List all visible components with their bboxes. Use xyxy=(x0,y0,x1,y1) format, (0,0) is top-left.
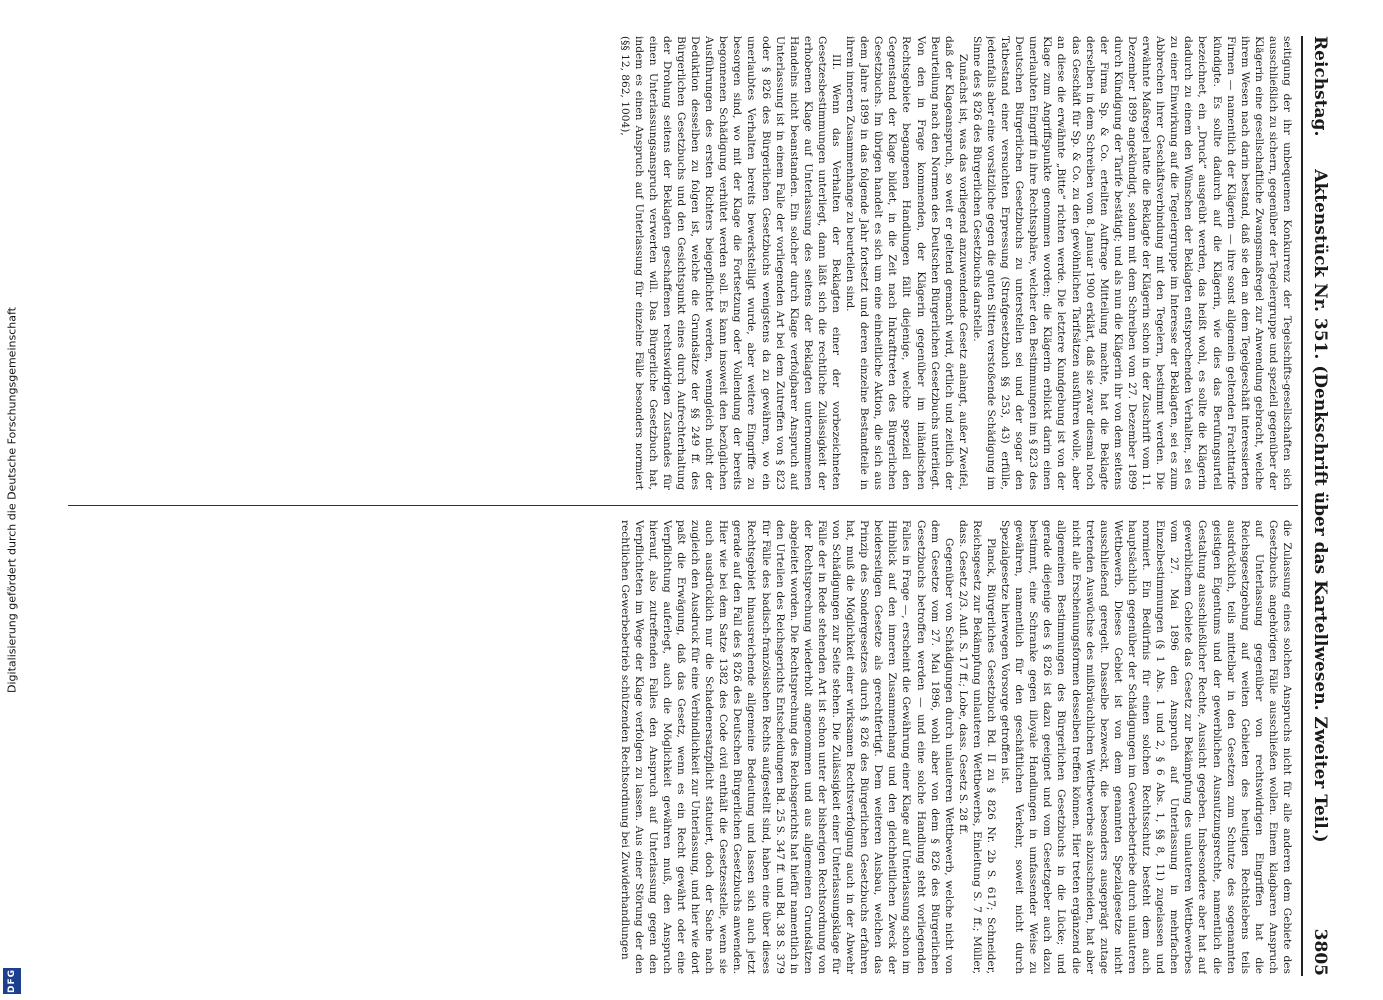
side-label-text: Digitalisierung gefördert durch die Deutsche Forschungsgemeinschaft xyxy=(5,307,19,693)
side-label xyxy=(2,0,22,1000)
dfg-logo xyxy=(3,968,21,994)
page-header xyxy=(1306,36,1330,976)
paragraph: III. Wenn das Verhalten der Beklagten einer der vorbezeichneten Gesetzesbestimmungen unterliegt, dann läßt sich die rechtliche Zulässigkeit der erhobenen Klage auf Unterlassung des seitens der Beklagten unternommenen Handelns nicht beanstanden. Ein solcher durch Klage verfolgbarer Anspruch auf Unterlassung ist in einem Falle der vorliegenden Art bei dem Zutreffen von § 823 oder § 826 des Bürgerlichen Gesetzbuchs wenigstens da zu gewähren, wo ein unerlaubtes Verhalten bereits bewerkstelligt wurde, aber weitere Eingriffe zu besorgen sind, wo mit der Klage die Fortsetzung oder Vollendung der bereits begonnenen Schädigung verhütet werden soll. Es kann insoweit den bezüglichen Ausführungen des ersten Richters beigepflichtet werden, wenngleich nicht der Deduktion desselben zu folgen ist, welche die Grundsätze der §§ 249 ff. des Bürgerlichen Gesetzbuchs und den Gesichtspunkt eines durch Aufrechterhaltung der Drohung seitens der Beklagten geschaffenen rechtswidrigen Zustandes für einen Unterlassungsanspruch verwerten will. Das Bürgerliche Gesetzbuch hat, indem es einen Anspruch auf Unterlassung für einzelne Fälle besonders normiert (§§ 12, 862, 1004), xyxy=(618,36,842,490)
column-divider xyxy=(68,505,1298,506)
header-rule xyxy=(1301,36,1303,976)
header-title: Aktenstück Nr. 351. (Denkschrift über das Kartellwesen. Zweiter Teil.) xyxy=(1310,169,1330,843)
right-column xyxy=(68,520,1294,974)
paragraph: die Zulassung eines solchen Anspruchs nicht für alle anderen dem Gebiete des Gesetzbuchs angehörigen Fälle ausschließen wollen. Einem klagbaren Anspruch auf Unterlassung gegenüber von rechtswidrigen Eingriffen hat die Reichsgesetzgebung auf weiten Gebieten des heutigen Rechtslebens teils ausdrücklich, teils mittelbar in den Gesetzen zum Schutze des sogenannten geistigen Eigentums und der gewerblichen Ausnutzungsrechte, namentlich die Gestaltung ausschließlicher Rechte, Aussicht gegeben. Insbesondere aber hat auf gewerblichem Gebiete das Gesetz zur Bekämpfung des unlauteren Wettbewerbes vom 27. Mai 1896 den Anspruch auf Unterlassung in mehrfachen Einzelbestimmungen (§ 1 Abs. 1 und 2, § 6 Abs. 1, §§ 8, 11) zugelassen und normiert. Ein Bedürfnis für einen solchen Rechtsschutz besteht dem auch hauptsächlich gegenüber der Schädigungen im Gewerbebetriebe durch unlauteren Wettbewerb. Dieses Gebiet ist von dem genannten Spezialgesetze nicht ausschließend geregelt. Dasselbe bezweckt, die besonders ausgeprägt zutage tretenden Auswüchse des mißbräuchlichen Wettbewerbes abzuschneiden, hat aber nicht alle Erscheinungsformen desselben treffen können. Hier treten ergänzend die allgemeinen Bestimmungen des Bürgerlichen Gesetzbuchs in die Lücke; und gerade diejenige des § 826 ist dazu geeignet und vom Gesetzgeber auch dazu bestimmt, eine Schranke gegen illoyale Handlungen in umfassender Weise zu gewähren, namentlich für den geschäftlichen Verkehr, soweit nicht durch Spezialgesetze hierwegen Vorsorge getroffen ist. xyxy=(999,520,1293,974)
left-column xyxy=(68,36,1294,490)
paragraph: seitigung der ihr unbequemen Konkurrenz der Tegelschifts-gesellschaften sich ausschließlich zu sichern, gegenüber der Tegelergruppe und speziell gegenüber der Klägerin eine gesellschaftliche Zwangsmaßregel zur Anwendung gebracht, welche ihrem Wesen nach darin bestand, daß sie den an dem Tegelgeschäft interessierten Firmen — namentlich der Klägerin — ihre sonst allgemein geltenden Frachttarife kündigte. Es sollte dadurch auf die Klägerin, wie dies das Berufungsurteil bezeichnet, ein „Druck“ ausgeübt werden, das heißt wohl, es sollte die Klägerin dadurch zu einem den Wünschen der Beklagten entsprechenden Verhalten, sei es zu einer Einwirkung auf die Tegelergruppe im Interesse der Beklagten, sei es zum Abbrechen ihrer Geschäftsverbindung mit den Tegelern, bestimmt werden. Die erwähnte Maßregel hatte die Beklagte der Klägerin schon in der Zuschrift vom 11. Dezember 1899 angekündigt, sodann mit dem Schreiben vom 27. Dezember 1899 durch Kündigung der Tarife bestätigt; und als nun die Klägerin ihr von dem seitens der Firma Sp. & Co. erteilten Auftrage Mitteilung machte, hat die Beklagte derselben in dem Schreiben vom 8. Januar 1900 erklärt, daß sie zwar diesmal noch das Geschäft für Sp. & Co. zu den gewöhnlichen Tarifsätzen ausführen wolle, aber an diese die erwähnte „Bitte“ richten werde. Die letztere Kundgebung ist von der Klage zum Angriffspunkte genommen worden; die Klägerin erblickt darin einen unerlaubten Eingriff in ihre Rechtssphäre, welcher den Bestimmungen im § 823 des Deutschen Bürgerlichen Gesetzbuchs zu unterstellen sei und der sogar den Tatbestand einer versuchten Erpressung (Strafgesetzbuch §§ 253, 43) erfülle, jedenfalls aber eine vorsätzliche gegen die guten Sitten verstoßende Schädigung im Sinne des § 826 des Bürgerlichen Gesetzbuchs darstelle. xyxy=(970,36,1293,490)
paragraph: Zunächst ist, was das vorliegend anzuwendende Gesetz anlangt, außer Zweifel, daß der Klageanspruch, so weit er geltend gemacht wird, örtlich und zeitlich der Beurteilung nach den Normen des Deutschen Bürgerlichen Gesetzbuchs unterliegt. Von den in Frage kommenden, der Klägerin gegenüber im inländischen Rechtsgebiete begangenen Handlungen fällt diejenige, welche speziell den Gegenstand der Klage bildet, in die Zeit nach Inkrafttreten des Bürgerlichen Gesetzbuchs. Im übrigen handelt es sich um eine einheitliche Aktion, die sich aus dem Jahre 1899 in das folgende Jahr fortsetzt und deren einzelne Bestandteile in ihrem inneren Zusammenhange zu beurteilen sind. xyxy=(844,36,969,490)
dfg-logo-text: DFG xyxy=(7,968,18,994)
header-left: Reichstag. xyxy=(1310,36,1330,137)
citation: Planck, Bürgerliches Gesetzbuch Bd. II zu § 826 Nr. 2b S. 617; Schneider, Reichsgesetz zur Bekämpfung unlauteren Wettbewerbs, Einleitung S. 7 ff.; Müller, dass. Gesetz 2/3. Aufl. S. 17 ff.; Lobe, dass. Gesetz S. 28 ff. xyxy=(956,520,998,974)
paragraph: Gegenüber von Schädigungen durch unlauteren Wettbewerb, welche nicht von dem Gesetze vom 27. Mai 1896, wohl aber von dem § 826 des Bürgerlichen Gesetzbuchs betroffen werden — und eine solche Handlung steht vorliegenden Falles in Frage —, erscheint die Gewährung einer Klage auf Unterlassung schon im Hinblick auf den inneren Zusammenhang und den gleichheitlichen Zweck der beiderseitigen Gesetze als gerechtfertigt. Dem weiteren Ausbau, welchen das Prinzip des Sondergesetzes durch § 826 des Bürgerlichen Gesetzbuchs erfahren hat, muß die Möglichkeit einer wirksamen Rechtsverfolgung auch in der Abwehr von Schädigungen zur Seite stehen. Die Zulässigkeit einer Unterlassungsklage für Fälle der in Rede stehenden Art ist schon unter der bisherigen Rechtsordnung von der Rechtsprechung wiederholt angenommen und aus allgemeinen Grundsätzen abgeleitet worden. Die Rechtsprechung des Reichsgerichts hat hiefür namentlich in den Urteilen des Reichsgerichts Entscheidungen Bd. 25 S. 347 ff. und Bd. 38 S. 379 für Fälle des badisch-französischen Rechts aufgestellt sind, haben eine über dieses Rechtsgebiet hinausreichende allgemeine Bedeutung und lassen sich auch jetzt gerade auf den Fall des § 826 des Deutschen Bürgerlichen Gesetzbuchs anwenden. Hier wie bei dem Satze 1382 des Code civil enthält die Gesetzesstelle, wenn sie auch ausdrücklich nur die Schadenersatzpflicht statuiert, doch der Sache nach zugleich den Ausdruck für eine Verbindlichkeit zur Unterlassung, und hier wie dort paßt die Erwägung, daß das Gesetz, wenn es ein Recht gewährt oder eine Verpflichtung auferlegt, auch die Möglichkeit gewähren muß, den Anspruch hierauf, also zutreffenden Falles den Anspruch auf Unterlassung gegen den Verpflichteten im Wege der Klage verfolgen zu lassen. Aus einer Störung der den rechtlichen Gewerbebetrieb schützenden Rechtsordnung bei Zuwiderhandlungen xyxy=(618,520,955,974)
page-number: 3805 xyxy=(1310,928,1330,976)
document-page xyxy=(60,36,1330,976)
